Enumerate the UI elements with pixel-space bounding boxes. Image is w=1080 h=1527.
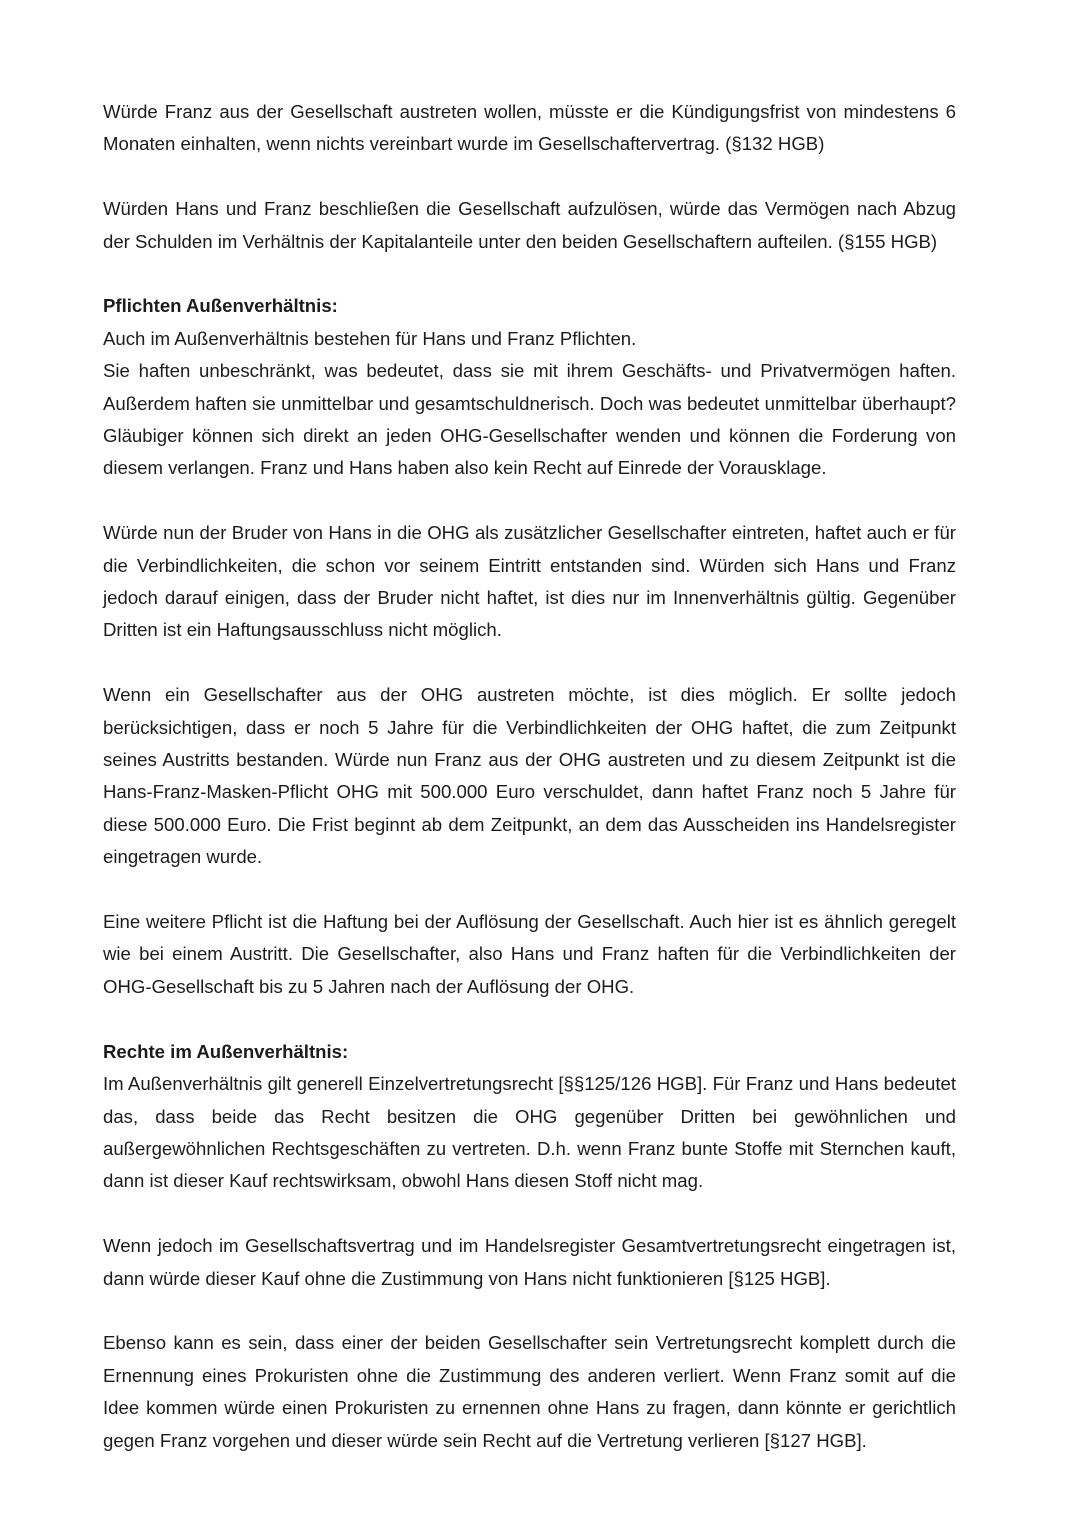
paragraph-dissolution-liability: Eine weitere Pflicht ist die Haftung bei der Auflösung der Gesellschaft. Auch hier ist es ähnlich geregelt wie bei einem Austritt. Die Gesellschafter, also Hans und Franz haften für die Verbindlichkeiten der OHG-Gesellschaft bis zu 5 Jahren nach der Auflösung der OHG. xyxy=(103,911,956,997)
paragraph-unlimited-liability: Sie haften unbeschränkt, was bedeutet, dass sie mit ihrem Geschäfts- und Privatvermögen haften. Außerdem haften sie unmittelbar und gesamtschuldnerisch. Doch was bedeutet unmittelbar überhaupt? Gläubiger können sich direkt an jeden OHG-Gesellschafter wenden und können die Forderung von diesem verlangen. Franz und Hans haben also kein Recht auf Einrede der Vorausklage. xyxy=(103,360,956,479)
paragraph-individual-representation: Im Außenverhältnis gilt generell Einzelvertretungsrecht [§§125/126 HGB]. Für Franz und Hans bedeutet das, dass beide das Recht besitzen die OHG gegenüber Dritten bei gewöhnlichen und außergewöhnlichen Rechtsgeschäften zu vertreten. D.h. wenn Franz bunte Stoffe mit Sternchen kauft, dann ist dieser Kauf rechtswirksam, obwohl Hans diesen Stoff nicht mag. xyxy=(103,1073,956,1192)
paragraph-new-partner-liability: Würde nun der Bruder von Hans in die OHG als zusätzlicher Gesellschafter eintreten, haftet auch er für die Verbindlichkeiten, die schon vor seinem Eintritt entstanden sind. Würden sich Hans und Franz jedoch darauf einigen, dass der Bruder nicht haftet, ist dies nur im Innenverhältnis gültig. Gegenüber Dritten ist ein Haftungsausschluss nicht möglich. xyxy=(103,522,956,641)
document-page xyxy=(103,96,956,1489)
paragraph-exit-liability: Wenn ein Gesellschafter aus der OHG austreten möchte, ist dies möglich. Er sollte jedoch berücksichtigen, dass er noch 5 Jahre für die Verbindlichkeiten der OHG haftet, die zum Zeitpunkt seines Austritts bestanden. Würde nun Franz aus der OHG austreten und zu diesem Zeitpunkt ist die Hans-Franz-Masken-Pflicht OHG mit 500.000 Euro verschuldet, dann haftet Franz noch 5 Jahre für diese 500.000 Euro. Die Frist beginnt ab dem Zeitpunkt, an dem das Ausscheiden ins Handelsregister eingetragen wurde. xyxy=(103,684,956,868)
section-heading-duties: Pflichten Außenverhältnis: xyxy=(103,295,338,317)
paragraph-joint-representation: Wenn jedoch im Gesellschaftsvertrag und im Handelsregister Gesamtvertretungsrecht eingetragen ist, dann würde dieser Kauf ohne die Zustimmung von Hans nicht funktionieren [§125 HGB]. xyxy=(103,1235,956,1289)
paragraph-duties-intro: Auch im Außenverhältnis bestehen für Hans und Franz Pflichten. xyxy=(103,327,637,349)
paragraph-termination-notice: Würde Franz aus der Gesellschaft austreten wollen, müsste er die Kündigungsfrist von mindestens 6 Monaten einhalten, wenn nichts vereinbart wurde im Gesellschaftervertrag. (§132 HGB) xyxy=(103,101,956,155)
section-heading-rights: Rechte im Außenverhältnis: xyxy=(103,1040,349,1062)
paragraph-dissolution-assets: Würden Hans und Franz beschließen die Gesellschaft aufzulösen, würde das Vermögen nach Abzug der Schulden im Verhältnis der Kapitalanteile unter den beiden Gesellschaftern aufteilen. (§155 HGB) xyxy=(103,198,956,252)
paragraph-loss-of-representation: Ebenso kann es sein, dass einer der beiden Gesellschafter sein Vertretungsrecht komplett durch die Ernennung eines Prokuristen ohne die Zustimmung des anderen verliert. Wenn Franz somit auf die Idee kommen würde einen Prokuristen zu ernennen ohne Hans zu fragen, dann könnte er gerichtlich gegen Franz vorgehen und dieser würde sein Recht auf die Vertretung verlieren [§127 HGB]. xyxy=(103,1332,956,1451)
